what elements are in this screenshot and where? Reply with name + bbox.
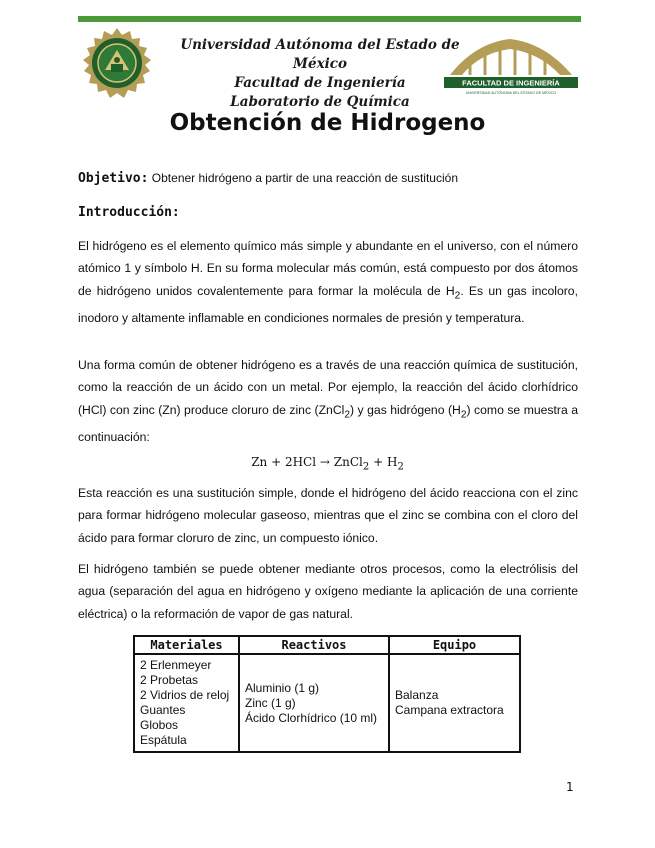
page-number: 1 bbox=[566, 780, 574, 794]
lab-name: Laboratorio de Química bbox=[230, 94, 410, 110]
paragraph-reaction-explanation: Esta reacción es una sustitución simple, donde el hidrógeno del ácido reacciona con el zinc para formar hidrógeno molecular gaseoso, mientras que el zinc se combina con el cloro del ácido para formar cloruro de zinc, un compuesto iónico. bbox=[78, 486, 578, 545]
paragraph-substitution-reaction: Una forma común de obtener hidrógeno es a través de una reacción química de sustitución, como la reacción de un ácido con un metal. Por ejemplo, la reacción del ácido clorhídrico (HCl) con zinc (Zn) produce cloruro de zinc (ZnCl$_2$) y gas hidrógeno $(H_2)$ como se muestra a continuación: bbox=[78, 358, 578, 445]
list-item: Zinc (1 g) bbox=[245, 695, 296, 710]
list-item: 2 Erlenmeyer bbox=[140, 658, 212, 672]
reactivos-cell bbox=[239, 654, 389, 752]
logo-text-sub: UNIVERSIDAD AUTÓNOMA DEL ESTADO DE MÉXICO bbox=[465, 91, 557, 95]
materiales-cell bbox=[134, 654, 239, 752]
faculty-name: Facultad de Ingeniería bbox=[234, 75, 406, 91]
paragraph-other-processes: El hidrógeno también se puede obtener mediante otros procesos, como la electrólisis del agua (separación del agua en hidrógeno y oxígeno mediante la aplicación de una corriente eléctrica) o la reformación de vapor de gas natural. bbox=[78, 562, 578, 621]
objective bbox=[78, 171, 583, 186]
list-item: Guantes bbox=[140, 703, 186, 717]
introduction-heading: Introducción: bbox=[78, 205, 180, 220]
list-item: 2 Vidrios de reloj bbox=[140, 688, 230, 702]
list-item: 2 Probetas bbox=[140, 673, 199, 687]
list-item: Campana extractora bbox=[395, 703, 504, 717]
list-item: Espátula bbox=[140, 733, 187, 747]
page-title: Obtención de Hidrogeno bbox=[169, 110, 486, 136]
table-row bbox=[134, 654, 520, 752]
institution-header bbox=[160, 36, 480, 112]
faculty-logo bbox=[440, 35, 582, 97]
logo-text-main: FACULTAD DE INGENIERÍA bbox=[462, 78, 560, 88]
header-materiales: Materiales bbox=[134, 636, 239, 654]
chemical-equation: Zn + 2HCl → ZnCl$_2$ + $H_2$ bbox=[251, 455, 404, 473]
equipo-cell bbox=[389, 654, 520, 752]
list-item: Balanza bbox=[395, 688, 439, 702]
list-item: Aluminio (1 g) bbox=[245, 680, 320, 695]
objective-label: Objetivo: bbox=[78, 171, 149, 186]
header-equipo: Equipo bbox=[389, 636, 520, 654]
university-name: Universidad Autónoma del Estado de México bbox=[180, 37, 460, 72]
objective-text: Obtener hidrógeno a partir de una reacción de sustitución bbox=[151, 171, 458, 185]
list-item: Ácido Clorhídrico (10 ml) bbox=[245, 710, 378, 725]
paragraph-hydrogen-definition: El hidrógeno es el elemento químico más simple y abundante en el universo, con el número atómico 1 y símbolo H. En su forma molecular más común, está compuesto por dos átomos de hidrógeno unidos covalentemente para formar la molécula de $H_2$. Es un gas incoloro, inodoro y altamente inflamable en condiciones normales de presión y temperatura. bbox=[78, 239, 578, 326]
header-rule bbox=[78, 16, 581, 22]
materials-table bbox=[133, 635, 521, 753]
university-seal-icon bbox=[78, 26, 156, 102]
list-item: Globos bbox=[140, 718, 179, 732]
table-header-row bbox=[134, 636, 520, 654]
header-reactivos: Reactivos bbox=[239, 636, 389, 654]
